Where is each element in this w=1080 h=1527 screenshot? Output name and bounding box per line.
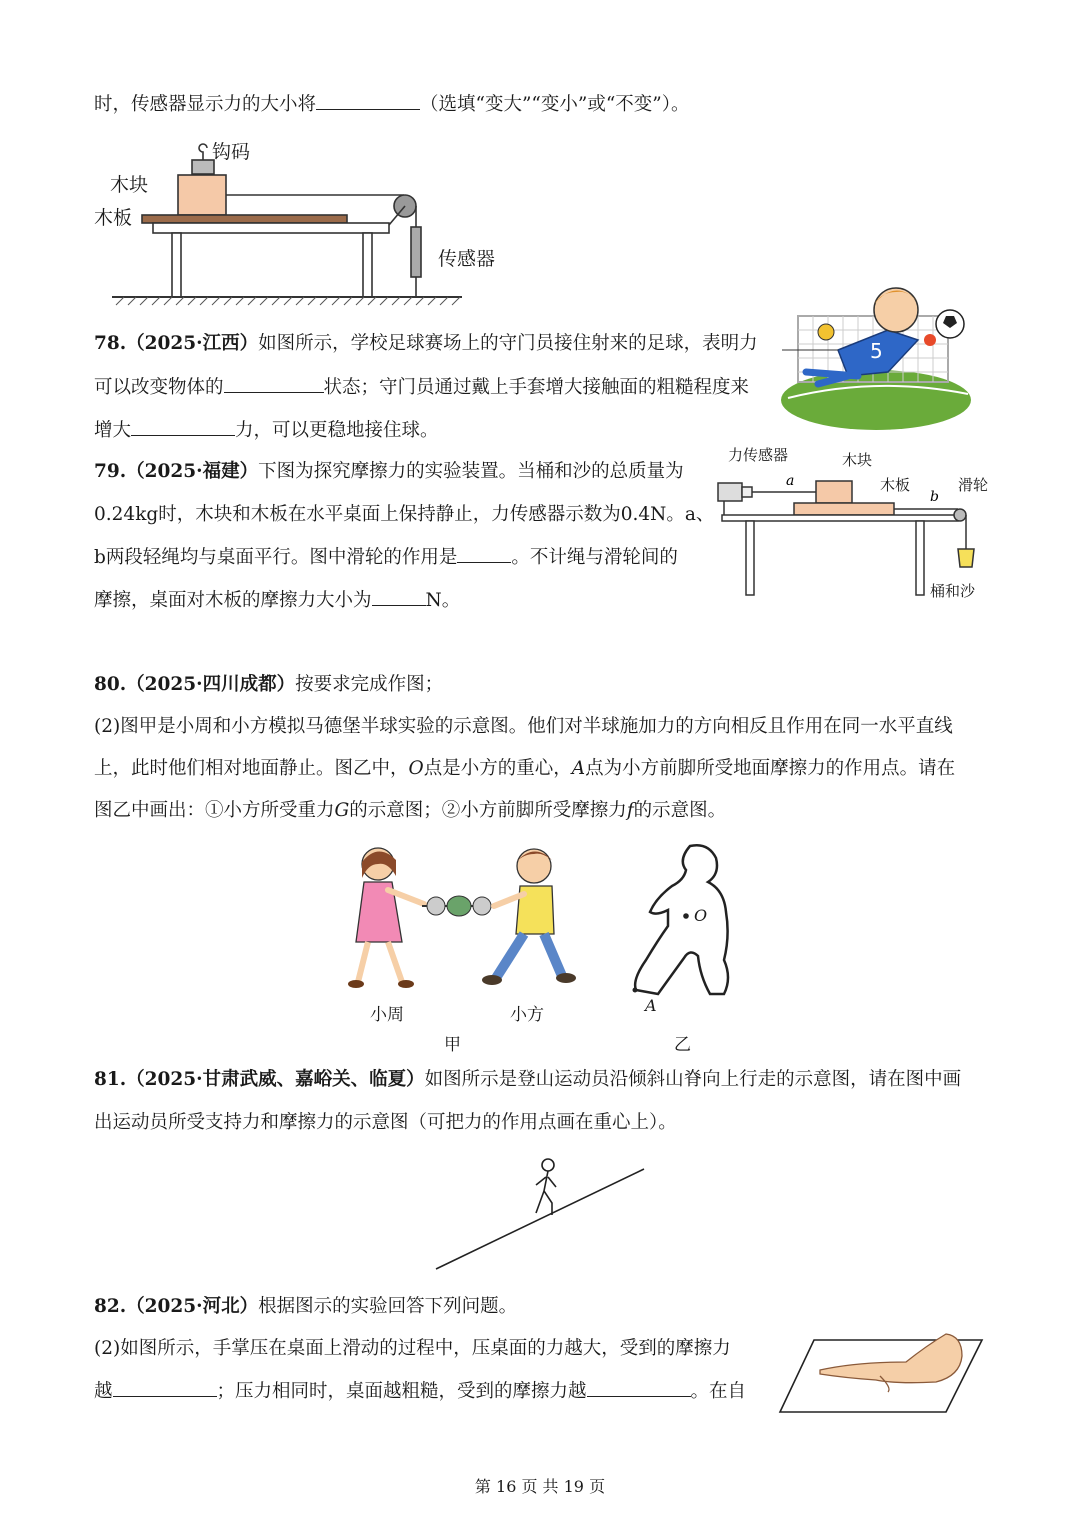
label-bucket: 桶和沙 xyxy=(930,582,976,600)
jersey-number: 5 xyxy=(870,339,883,363)
q80-line-2: 上，此时他们相对地面静止。图乙中，O点是小方的重心，A点为小方前脚所受地面摩擦力的作用点。请在 xyxy=(94,758,956,779)
page-footer: 第 16 页 共 19 页 xyxy=(474,1477,606,1496)
answer-blank[interactable] xyxy=(224,375,324,393)
q78-line-3: 增大 力，可以更稳地接住球。 xyxy=(94,420,439,441)
label-A: A xyxy=(645,996,657,1015)
label-force-sensor: 力传感器 xyxy=(728,446,789,464)
label-jia: 甲 xyxy=(444,1035,461,1055)
label-block: 木块 xyxy=(110,174,149,196)
q81-line-1: 81.（2025·甘肃武威、嘉峪关、临夏）如图所示是登山运动员沿倾斜山脊向上行走的示意图，请在图中画 xyxy=(94,1069,962,1090)
label-sensor: 传感器 xyxy=(438,248,496,270)
answer-blank[interactable] xyxy=(131,418,235,436)
q82-line-1: (2)如图所示，手掌压在桌面上滑动的过程中，压桌面的力越大，受到的摩擦力 xyxy=(94,1338,731,1359)
q79-line-1: 79.（2025·福建）下图为探究摩擦力的实验装置。当桶和沙的总质量为 xyxy=(94,461,684,482)
label-xiaozhou: 小周 xyxy=(370,1005,404,1025)
label-weight: 钩码 xyxy=(212,141,251,163)
label-O: O xyxy=(694,906,708,925)
q79-line-3: b两段轻绳均与桌面平行。图中滑轮的作用是 。不计绳与滑轮间的 xyxy=(94,547,678,568)
q79-line-4: 摩擦，桌面对木板的摩擦力大小为 N。 xyxy=(94,590,461,611)
label-xiaofang: 小方 xyxy=(510,1005,544,1025)
hand-on-table-figure xyxy=(776,1326,986,1416)
goalkeeper-illustration xyxy=(778,280,978,430)
label-block: 木块 xyxy=(842,451,873,469)
magdeburg-kids-figure xyxy=(338,842,578,1002)
answer-blank[interactable] xyxy=(113,1379,217,1397)
label-pulley: 滑轮 xyxy=(958,476,989,494)
answer-blank[interactable] xyxy=(587,1379,691,1397)
answer-blank[interactable] xyxy=(316,92,420,110)
label-a: a xyxy=(786,473,795,489)
q82-line-title: 82.（2025·河北）根据图示的实验回答下列问题。 xyxy=(94,1296,518,1317)
answer-blank[interactable] xyxy=(457,545,511,563)
q82-line-2: 越 ；压力相同时，桌面越粗糙，受到的摩擦力越 。在自 xyxy=(94,1381,747,1402)
q80-line-3: 图乙中画出：①小方所受重力G的示意图；②小方前脚所受摩擦力f的示意图。 xyxy=(94,800,727,821)
q80-line-1: (2)图甲是小周和小方模拟马德堡半球实验的示意图。他们对半球施加力的方向相反且作用在同一水平直线 xyxy=(94,716,953,737)
label-board: 木板 xyxy=(94,207,133,229)
q79-line-2: 0.24kg时，木块和木板在水平桌面上保持静止，力传感器示数为0.4N。a、 xyxy=(94,504,715,525)
label-board: 木板 xyxy=(880,476,911,494)
q78-line-2: 可以改变物体的 状态；守门员通过戴上手套增大接触面的粗糙程度来 xyxy=(94,377,750,398)
q80-line-title: 80.（2025·四川成都）按要求完成作图； xyxy=(94,674,444,695)
climber-slope-figure xyxy=(432,1155,652,1275)
friction-table-figure xyxy=(108,135,488,315)
silhouette-figure xyxy=(628,840,748,1000)
answer-blank[interactable] xyxy=(372,588,426,606)
q81-line-2: 出运动员所受支持力和摩擦力的示意图（可把力的作用点画在重心上）。 xyxy=(94,1112,677,1133)
label-yi: 乙 xyxy=(674,1035,691,1055)
label-b: b xyxy=(930,489,939,505)
text-line: 时，传感器显示力的大小将 （选填“变大”“变小”或“不变”）。 xyxy=(94,94,690,115)
q78-line-1: 78.（2025·江西）如图所示，学校足球赛场上的守门员接住射来的足球，表明力 xyxy=(94,333,758,354)
